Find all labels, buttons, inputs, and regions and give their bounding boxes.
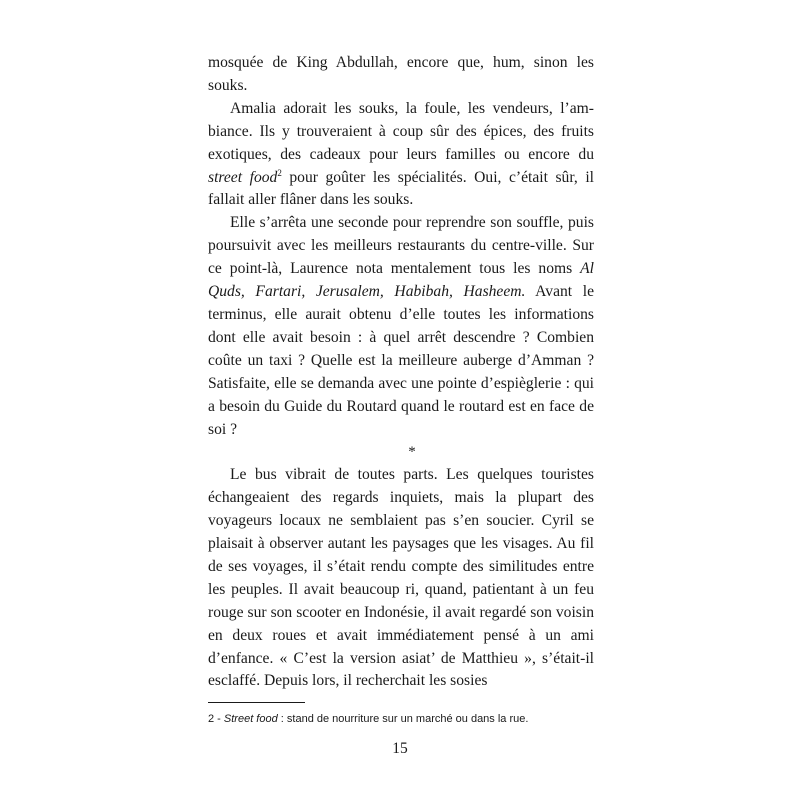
paragraph-3	[208, 212, 594, 441]
paragraph-3-text-a: Elle s’arrêta une seconde pour reprendre son souffle, puis poursuivit avec les meilleurs restaurants du centre-ville. Sur ce point-là, Laurence nota mentalement tous les noms	[208, 214, 594, 278]
paragraph-3-text-b: Avant le terminus, elle aurait obtenu d’elle toutes les informations dont elle avait besoin : à quel arrêt descendre ? Combien coûte un taxi ? Quelle est la meilleure auberge d’Amman ? Satisfaite, elle se demanda avec une pointe d’espièglerie : qui a besoin du Guide du Routard quand le routard est en face de soi ?	[208, 283, 594, 438]
section-separator: *	[408, 444, 416, 461]
footnote-number: 2 -	[208, 713, 224, 725]
paragraph-2-text-b: pour goûter les spécialités. Oui, c’était sûr, il fallait aller flâner dans les souks.	[208, 168, 594, 209]
paragraph-4: Le bus vibrait de toutes parts. Les quelques touristes échangeaient des regards inquiets, mais la plupart des voyageurs locaux ne semblaient pas s’en soucier. Cyril se plaisait à observer autant les paysages que les visages. Au fil de ses voyages, il s’était rendu compte des similitudes entre les peuples. Il avait beaucoup ri, quand, patientant à un feu rouge sur son scooter en Indonésie, il avait regardé son voisin en deux roues et avait immédiatement pensé à un ami d’enfance. « C’est la version asiat’ de Matthieu », s’était-il esclaffé. Depuis lors, il recherchait les sosies	[208, 466, 594, 690]
footnote-text: : stand de nourriture sur un marché ou dans la rue.	[277, 713, 529, 725]
footnote-reference: 2	[277, 167, 282, 178]
italic-restaurant-names: Al Quds, Fartari, Jerusalem, Habibah, Hasheem.	[208, 260, 594, 301]
italic-street-food: street food	[208, 168, 278, 186]
paragraph-2	[208, 98, 594, 213]
paragraph-2-text-a: Amalia adorait les souks, la foule, les vendeurs, l’ambiance. Ils y trouveraient à coup sûr des épices, des fruits exotiques, des cadeaux pour leurs familles ou encore du	[208, 99, 594, 163]
body-text	[208, 52, 594, 693]
footnote-term: Street food	[223, 713, 278, 725]
paragraph-1: mosquée de King Abdullah, encore que, hum, sinon les souks.	[208, 54, 594, 94]
page-number: 15	[392, 740, 408, 757]
footnote-rule	[208, 702, 305, 703]
footnote	[208, 712, 598, 726]
